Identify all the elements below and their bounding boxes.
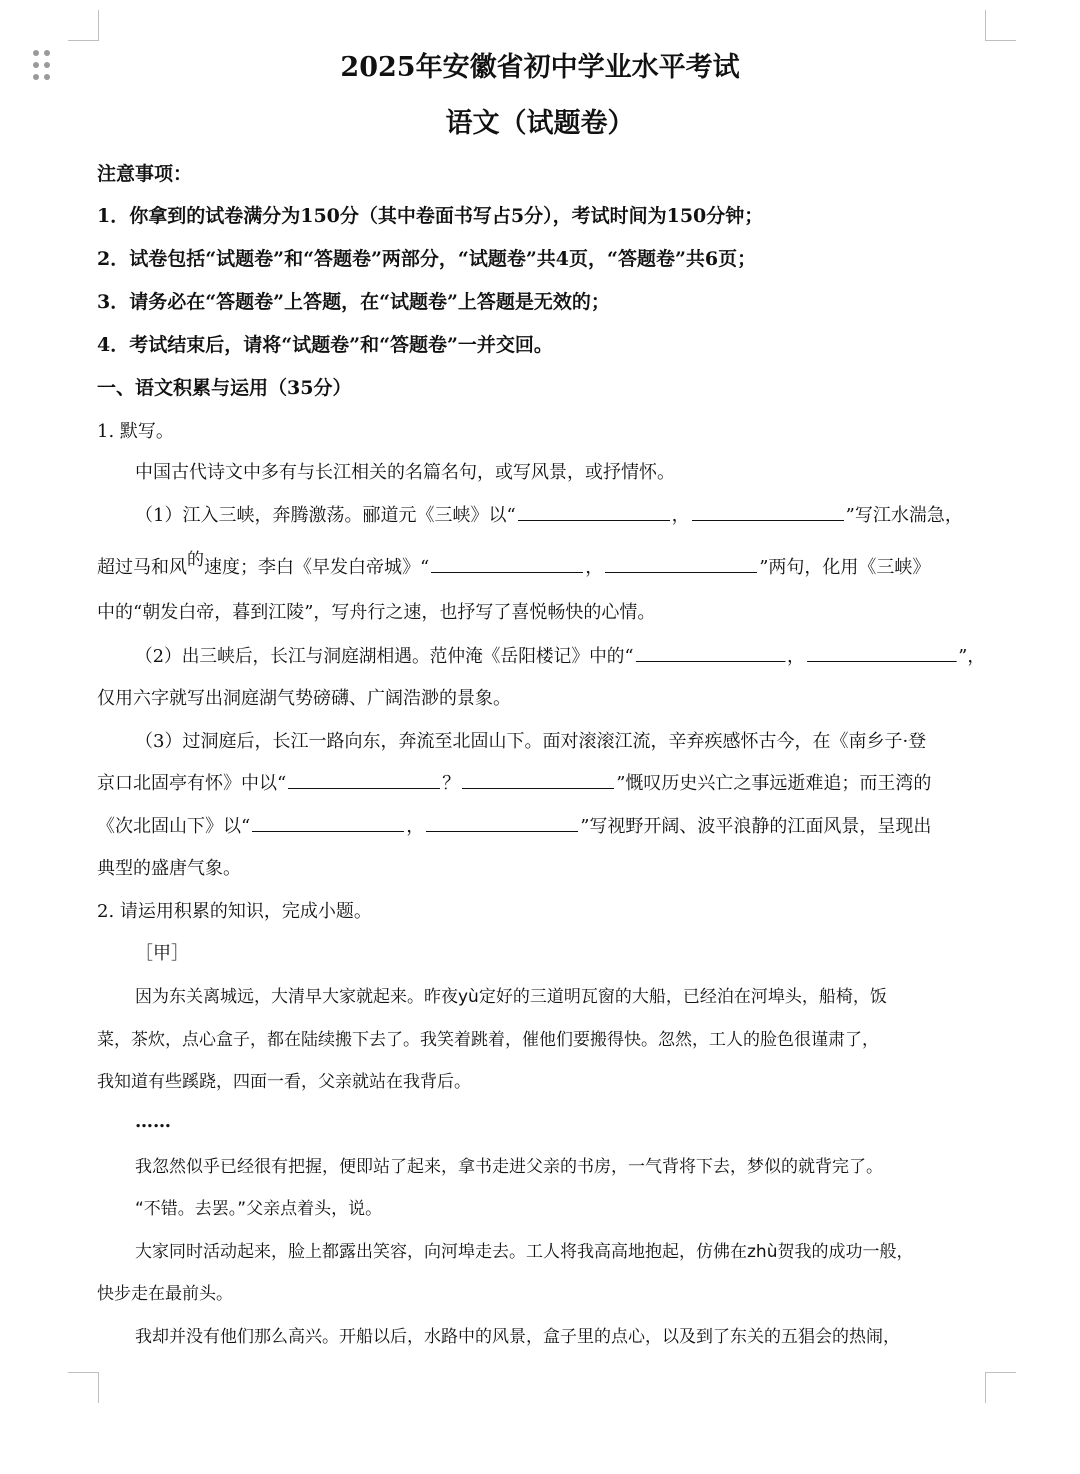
page-title: 2025年安徽省初中学业水平考试 [340,52,740,83]
passage-line: 我知道有些蹊跷，四面一看，父亲就站在我背后。 [97,1072,471,1092]
q1-part3-line1: （3）过洞庭后，长江一路向东，奔流至北固山下。面对滚滚江流，辛弃疾感怀古今，在《南乡子·登 [135,731,927,752]
answer-blank[interactable] [431,556,583,573]
passage-line: 我忽然似乎已经很有把握，便即站了起来，拿书走进父亲的书房，一气背将下去，梦似的就背完了。 [135,1157,883,1177]
q1-part3-line4: 典型的盛唐气象。 [97,858,241,879]
notice-heading: 注意事项： [97,163,193,185]
notice-item-4: 4．考试结束后，请将“试题卷”和“答题卷”一并交回。 [97,334,553,356]
crop-mark-top-right [985,10,1016,41]
section-heading: 一、语文积累与运用（35分） [97,377,352,399]
question-1-intro: 中国古代诗文中多有与长江相关的名篇名句，或写风景，或抒情怀。 [135,462,675,483]
answer-blank[interactable] [605,556,757,573]
passage-ellipsis: …… [135,1111,171,1132]
answer-blank[interactable] [807,645,957,662]
answer-blank[interactable] [692,504,844,521]
q1-part2-line1: （2）出三峡后，长江与洞庭湖相遇。范仲淹《岳阳楼记》中的“ ， ”， [135,646,986,667]
crop-mark-top-left [68,10,99,41]
q1-part1-line3: 中的“朝发白帝，暮到江陵”，写舟行之速，也抒写了喜悦畅快的心情。 [97,602,656,623]
passage-line: 菜，茶炊，点心盒子，都在陆续搬下去了。我笑着跳着，催他们要搬得快。忽然，工人的脸色很谨肃了， [97,1030,879,1050]
answer-blank[interactable] [426,815,578,832]
passage-line: 大家同时活动起来，脸上都露出笑容，向河埠走去。工人将我高高地抱起，仿佛在zhù贺我的成功一般， [135,1242,914,1262]
answer-blank[interactable] [636,645,786,662]
notice-item-2: 2．试卷包括“试题卷”和“答题卷”两部分，“试题卷”共4页，“答题卷”共6页； [97,248,757,270]
passage-line: 快步走在最前头。 [97,1284,233,1304]
passage-line: “不错。去罢。”父亲点着头，说。 [135,1199,383,1219]
passage-line: 因为东关离城远，大清早大家就起来。昨夜yù定好的三道明瓦窗的大船，已经泊在河埠头，船椅，饭 [135,987,887,1007]
answer-blank[interactable] [288,772,440,789]
passage-line: 我却并没有他们那么高兴。开船以后，水路中的风景，盒子里的点心，以及到了东关的五猖会的热闹， [135,1327,900,1347]
q1-part3-line2: 京口北固亭有怀》中以“ ？ ”慨叹历史兴亡之事远逝难追；而王湾的 [97,773,932,794]
answer-blank[interactable] [518,504,670,521]
q1-part1-line2: 超过马和风的速度；李白《早发白帝城》“ ， ”两句，化用《三峡》 [97,550,931,578]
notice-item-1: 1．你拿到的试卷满分为150分（其中卷面书写占5分），考试时间为150分钟； [97,205,764,227]
q1-part3-line3: 《次北固山下》以“ ， ”写视野开阔、波平浪静的江面风景，呈现出 [97,816,932,837]
q1-part1-line1: （1）江入三峡，奔腾激荡。郦道元《三峡》以“ ， ”写江水湍急， [135,505,963,526]
q1-part2-line2: 仅用六字就写出洞庭湖气势磅礴、广阔浩渺的景象。 [97,688,511,709]
notice-item-3: 3．请务必在“答题卷”上答题，在“试题卷”上答题是无效的； [97,291,610,313]
question-2-label: 2. 请运用积累的知识，完成小题。 [97,901,372,922]
answer-blank[interactable] [462,772,614,789]
crop-mark-bottom-left [68,1372,99,1403]
question-1-label: 1. 默写。 [97,421,174,442]
crop-mark-bottom-right [985,1372,1016,1403]
page-subtitle: 语文（试题卷） [445,108,635,139]
answer-blank[interactable] [252,815,404,832]
passage-jia-label: ［甲］ [135,943,189,964]
